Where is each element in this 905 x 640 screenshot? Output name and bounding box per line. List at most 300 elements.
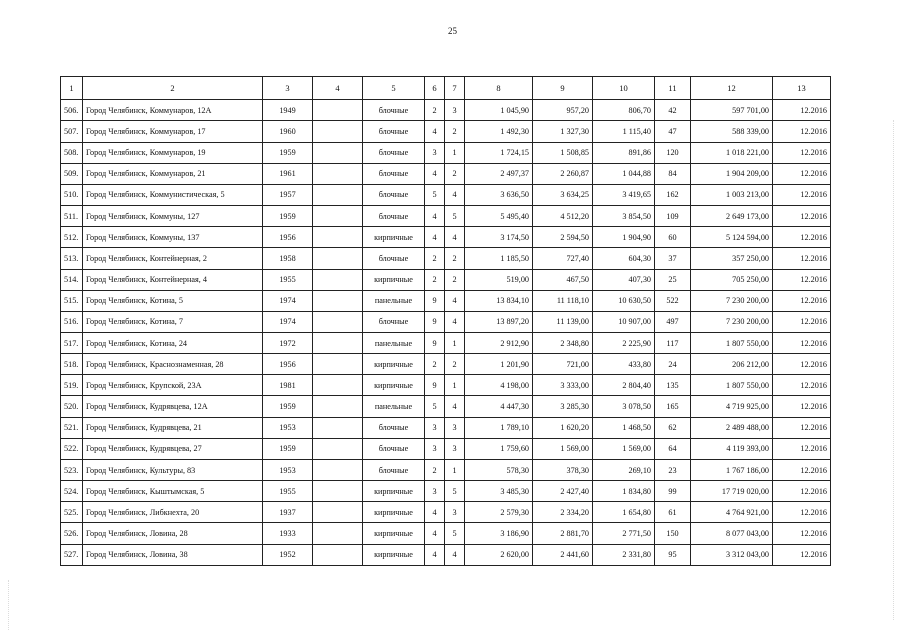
table-row bbox=[61, 290, 831, 311]
table-cell: 1 807 550,00 bbox=[691, 375, 773, 396]
table-cell: 12.2016 bbox=[773, 184, 831, 205]
table-cell: кирпичные bbox=[363, 502, 425, 523]
table-cell: 12.2016 bbox=[773, 290, 831, 311]
table-cell: 522. bbox=[61, 438, 83, 459]
column-header: 12 bbox=[691, 77, 773, 100]
table-cell: 1956 bbox=[263, 227, 313, 248]
column-header: 3 bbox=[263, 77, 313, 100]
table-cell: 10 630,50 bbox=[593, 290, 655, 311]
table-cell: 2 881,70 bbox=[533, 523, 593, 544]
table-cell bbox=[313, 100, 363, 121]
column-header: 4 bbox=[313, 77, 363, 100]
table-cell: 4 512,20 bbox=[533, 206, 593, 227]
column-header: 11 bbox=[655, 77, 691, 100]
table-cell: кирпичные bbox=[363, 523, 425, 544]
table-cell: Город Челябинск, Коммуны, 127 bbox=[83, 206, 263, 227]
table-cell: 524. bbox=[61, 481, 83, 502]
table-cell: 2 579,30 bbox=[465, 502, 533, 523]
table-header-row bbox=[61, 77, 831, 100]
page-number: 25 bbox=[448, 26, 457, 36]
table-cell: 2 348,80 bbox=[533, 333, 593, 354]
table-cell: 12.2016 bbox=[773, 354, 831, 375]
table-row bbox=[61, 523, 831, 544]
table-cell bbox=[313, 354, 363, 375]
table-cell: 12.2016 bbox=[773, 438, 831, 459]
table-row bbox=[61, 248, 831, 269]
table-cell bbox=[313, 523, 363, 544]
table-row bbox=[61, 142, 831, 163]
table-cell bbox=[313, 502, 363, 523]
table-cell: 13 897,20 bbox=[465, 311, 533, 332]
table-cell: 1 569,00 bbox=[593, 438, 655, 459]
table-cell: 4 719 925,00 bbox=[691, 396, 773, 417]
table-cell: 2 649 173,00 bbox=[691, 206, 773, 227]
table-cell: 3 bbox=[445, 502, 465, 523]
table-cell: 1959 bbox=[263, 142, 313, 163]
housing-table bbox=[60, 76, 831, 566]
table-cell: 507. bbox=[61, 121, 83, 142]
table-cell: блочные bbox=[363, 163, 425, 184]
table-cell: 4 bbox=[425, 502, 445, 523]
table-cell: 3 bbox=[425, 438, 445, 459]
table-cell: 12.2016 bbox=[773, 459, 831, 480]
table-cell: 2 bbox=[445, 354, 465, 375]
table-cell: 516. bbox=[61, 311, 83, 332]
table-cell: Город Челябинск, Коммуны, 137 bbox=[83, 227, 263, 248]
table-cell: 519. bbox=[61, 375, 83, 396]
table-cell: 5 bbox=[425, 184, 445, 205]
table-cell: 3 636,50 bbox=[465, 184, 533, 205]
table-cell: кирпичные bbox=[363, 544, 425, 565]
table-cell: 2 bbox=[425, 248, 445, 269]
table-cell: 2 594,50 bbox=[533, 227, 593, 248]
table-cell: блочные bbox=[363, 417, 425, 438]
table-row bbox=[61, 502, 831, 523]
table-cell: 1972 bbox=[263, 333, 313, 354]
table-cell: 12.2016 bbox=[773, 523, 831, 544]
table-cell: 515. bbox=[61, 290, 83, 311]
column-header: 7 bbox=[445, 77, 465, 100]
table-cell: блочные bbox=[363, 121, 425, 142]
table-cell: 1 508,85 bbox=[533, 142, 593, 163]
table-cell: кирпичные bbox=[363, 227, 425, 248]
table-cell: 9 bbox=[425, 333, 445, 354]
table-row bbox=[61, 459, 831, 480]
table-cell: 1 569,00 bbox=[533, 438, 593, 459]
table-cell: 12.2016 bbox=[773, 396, 831, 417]
table-cell: 2 bbox=[425, 269, 445, 290]
table-cell: Город Челябинск, Крупской, 23А bbox=[83, 375, 263, 396]
table-cell: 357 250,00 bbox=[691, 248, 773, 269]
table-cell: 3 bbox=[445, 438, 465, 459]
table-cell: 957,20 bbox=[533, 100, 593, 121]
table-cell: 2 bbox=[445, 163, 465, 184]
table-cell: 206 212,00 bbox=[691, 354, 773, 375]
table-cell: 513. bbox=[61, 248, 83, 269]
table-cell: 1 327,30 bbox=[533, 121, 593, 142]
table-cell: блочные bbox=[363, 438, 425, 459]
table-row bbox=[61, 375, 831, 396]
table-cell: 2 bbox=[445, 121, 465, 142]
table-cell: 2 bbox=[445, 248, 465, 269]
table-cell: 514. bbox=[61, 269, 83, 290]
table-cell: 517. bbox=[61, 333, 83, 354]
table-cell: 3 078,50 bbox=[593, 396, 655, 417]
table-cell: 5 bbox=[445, 523, 465, 544]
scan-artifact bbox=[8, 580, 10, 630]
column-header: 5 bbox=[363, 77, 425, 100]
table-cell: 1956 bbox=[263, 354, 313, 375]
table-row bbox=[61, 354, 831, 375]
table-cell: 519,00 bbox=[465, 269, 533, 290]
table-row bbox=[61, 417, 831, 438]
column-header: 8 bbox=[465, 77, 533, 100]
table-cell: 109 bbox=[655, 206, 691, 227]
table-cell: 42 bbox=[655, 100, 691, 121]
table-cell: 806,70 bbox=[593, 100, 655, 121]
table-cell: 1 bbox=[445, 459, 465, 480]
table-cell: 3 634,25 bbox=[533, 184, 593, 205]
table-cell bbox=[313, 459, 363, 480]
table-cell: 521. bbox=[61, 417, 83, 438]
table-cell: 509. bbox=[61, 163, 83, 184]
table-cell: 60 bbox=[655, 227, 691, 248]
table-cell: 526. bbox=[61, 523, 83, 544]
table-cell: 512. bbox=[61, 227, 83, 248]
table-cell: 84 bbox=[655, 163, 691, 184]
table-cell: 511. bbox=[61, 206, 83, 227]
table-cell: 2 bbox=[425, 100, 445, 121]
table-cell: 12.2016 bbox=[773, 481, 831, 502]
table-cell: Город Челябинск, Ловина, 38 bbox=[83, 544, 263, 565]
table-cell: 117 bbox=[655, 333, 691, 354]
table-cell: Город Челябинск, Коммунаров, 21 bbox=[83, 163, 263, 184]
table-row bbox=[61, 396, 831, 417]
table-cell: 2 620,00 bbox=[465, 544, 533, 565]
column-header: 1 bbox=[61, 77, 83, 100]
table-cell: 3 312 043,00 bbox=[691, 544, 773, 565]
table-cell: 1 bbox=[445, 375, 465, 396]
table-cell: 1 834,80 bbox=[593, 481, 655, 502]
table-cell: 1955 bbox=[263, 481, 313, 502]
table-cell: 1 115,40 bbox=[593, 121, 655, 142]
table-cell: 467,50 bbox=[533, 269, 593, 290]
table-cell: 1 492,30 bbox=[465, 121, 533, 142]
table-row bbox=[61, 438, 831, 459]
table-cell: 62 bbox=[655, 417, 691, 438]
table-cell: Город Челябинск, Котина, 7 bbox=[83, 311, 263, 332]
table-cell: 1 044,88 bbox=[593, 163, 655, 184]
table-cell: кирпичные bbox=[363, 375, 425, 396]
table-cell: 597 701,00 bbox=[691, 100, 773, 121]
table-cell: 578,30 bbox=[465, 459, 533, 480]
table-cell: панельные bbox=[363, 333, 425, 354]
table-cell: 12.2016 bbox=[773, 206, 831, 227]
table-cell: 1957 bbox=[263, 184, 313, 205]
table-cell bbox=[313, 333, 363, 354]
table-cell: Город Челябинск, Кыштымская, 5 bbox=[83, 481, 263, 502]
scan-artifact bbox=[893, 120, 895, 620]
table-cell: Город Челябинск, Коммунаров, 12А bbox=[83, 100, 263, 121]
table-cell: 4 bbox=[445, 396, 465, 417]
table-cell: 12.2016 bbox=[773, 100, 831, 121]
table-cell: 37 bbox=[655, 248, 691, 269]
table-cell: блочные bbox=[363, 206, 425, 227]
table-cell: кирпичные bbox=[363, 354, 425, 375]
table-cell: 1953 bbox=[263, 459, 313, 480]
table-cell: 1 bbox=[445, 142, 465, 163]
table-cell: 3 bbox=[445, 100, 465, 121]
table-cell: 1953 bbox=[263, 417, 313, 438]
table-cell: 4 bbox=[445, 544, 465, 565]
table-cell: 13 834,10 bbox=[465, 290, 533, 311]
table-cell: 3 186,90 bbox=[465, 523, 533, 544]
table-cell bbox=[313, 311, 363, 332]
table-cell: 9 bbox=[425, 290, 445, 311]
table-cell: 604,30 bbox=[593, 248, 655, 269]
table-cell: 4 bbox=[425, 544, 445, 565]
table-cell: блочные bbox=[363, 311, 425, 332]
table-cell: Город Челябинск, Кудрявцева, 21 bbox=[83, 417, 263, 438]
table-cell: 4 198,00 bbox=[465, 375, 533, 396]
table-cell: 525. bbox=[61, 502, 83, 523]
table-cell: 3 174,50 bbox=[465, 227, 533, 248]
table-cell: 4 bbox=[425, 163, 445, 184]
table-cell bbox=[313, 206, 363, 227]
table-cell: 1 789,10 bbox=[465, 417, 533, 438]
table-cell: 727,40 bbox=[533, 248, 593, 269]
table-cell: 522 bbox=[655, 290, 691, 311]
table-cell: 5 bbox=[445, 481, 465, 502]
table-cell: 47 bbox=[655, 121, 691, 142]
table-cell: 520. bbox=[61, 396, 83, 417]
table-cell: 407,30 bbox=[593, 269, 655, 290]
table-cell: Город Челябинск, Контейнерная, 4 bbox=[83, 269, 263, 290]
table-cell: 1 654,80 bbox=[593, 502, 655, 523]
table-cell: 4 447,30 bbox=[465, 396, 533, 417]
table-cell: 1959 bbox=[263, 396, 313, 417]
table-cell: 2 771,50 bbox=[593, 523, 655, 544]
table-cell: панельные bbox=[363, 396, 425, 417]
table-cell bbox=[313, 544, 363, 565]
table-cell: панельные bbox=[363, 290, 425, 311]
table-cell: 527. bbox=[61, 544, 83, 565]
table-cell: 4 bbox=[425, 227, 445, 248]
table-cell: 12.2016 bbox=[773, 417, 831, 438]
table-cell: 12.2016 bbox=[773, 311, 831, 332]
column-header: 6 bbox=[425, 77, 445, 100]
table-cell: Город Челябинск, Ловина, 28 bbox=[83, 523, 263, 544]
table-cell: 2 912,90 bbox=[465, 333, 533, 354]
table-cell: 12.2016 bbox=[773, 502, 831, 523]
table-cell: 4 119 393,00 bbox=[691, 438, 773, 459]
table-cell: 2 331,80 bbox=[593, 544, 655, 565]
table-cell: Город Челябинск, Кудрявцева, 12А bbox=[83, 396, 263, 417]
table-cell: 433,80 bbox=[593, 354, 655, 375]
table-cell: 120 bbox=[655, 142, 691, 163]
table-cell: 588 339,00 bbox=[691, 121, 773, 142]
table-cell: 3 419,65 bbox=[593, 184, 655, 205]
table-cell: 2 260,87 bbox=[533, 163, 593, 184]
table-cell: 510. bbox=[61, 184, 83, 205]
table-cell: 3 854,50 bbox=[593, 206, 655, 227]
table-row bbox=[61, 121, 831, 142]
table-cell: 1 018 221,00 bbox=[691, 142, 773, 163]
table-cell: 12.2016 bbox=[773, 333, 831, 354]
table-cell: 1 003 213,00 bbox=[691, 184, 773, 205]
table-cell: 150 bbox=[655, 523, 691, 544]
table-cell: 2 bbox=[445, 269, 465, 290]
table-cell: 11 139,00 bbox=[533, 311, 593, 332]
table-cell: 1 620,20 bbox=[533, 417, 593, 438]
table-cell: 23 bbox=[655, 459, 691, 480]
table-cell: Город Челябинск, Кудрявцева, 27 bbox=[83, 438, 263, 459]
table-cell: 1 904 209,00 bbox=[691, 163, 773, 184]
table-cell: 1 767 186,00 bbox=[691, 459, 773, 480]
table-cell: 523. bbox=[61, 459, 83, 480]
table-cell bbox=[313, 396, 363, 417]
table-cell: 4 bbox=[445, 227, 465, 248]
table-cell: 2 bbox=[425, 354, 445, 375]
table-cell bbox=[313, 375, 363, 396]
table-cell: 2 489 488,00 bbox=[691, 417, 773, 438]
table-cell: 1 724,15 bbox=[465, 142, 533, 163]
table-cell: 12.2016 bbox=[773, 121, 831, 142]
table-cell: Город Челябинск, Котина, 5 bbox=[83, 290, 263, 311]
table-cell: 135 bbox=[655, 375, 691, 396]
table-row bbox=[61, 311, 831, 332]
table-cell: 9 bbox=[425, 311, 445, 332]
table-cell: кирпичные bbox=[363, 269, 425, 290]
table-cell: 17 719 020,00 bbox=[691, 481, 773, 502]
table-cell: блочные bbox=[363, 184, 425, 205]
table-cell: 12.2016 bbox=[773, 163, 831, 184]
table-cell bbox=[313, 417, 363, 438]
table-cell: 5 bbox=[445, 206, 465, 227]
table-cell: 25 bbox=[655, 269, 691, 290]
table-cell bbox=[313, 227, 363, 248]
table-cell: 4 bbox=[445, 290, 465, 311]
table-cell: 2 497,37 bbox=[465, 163, 533, 184]
table-cell: 1 807 550,00 bbox=[691, 333, 773, 354]
table-cell: 1937 bbox=[263, 502, 313, 523]
table-cell bbox=[313, 481, 363, 502]
table-cell: 3 bbox=[445, 417, 465, 438]
table-cell: 10 907,00 bbox=[593, 311, 655, 332]
table-row bbox=[61, 100, 831, 121]
table-row bbox=[61, 269, 831, 290]
table-cell: 2 bbox=[425, 459, 445, 480]
table-row bbox=[61, 206, 831, 227]
table-cell: 1974 bbox=[263, 311, 313, 332]
column-header: 2 bbox=[83, 77, 263, 100]
table-cell: 2 441,60 bbox=[533, 544, 593, 565]
table-cell bbox=[313, 121, 363, 142]
table-cell: 7 230 200,00 bbox=[691, 290, 773, 311]
table-cell: 3 485,30 bbox=[465, 481, 533, 502]
table-cell: 8 077 043,00 bbox=[691, 523, 773, 544]
table-cell: Город Челябинск, Краснознаменная, 28 bbox=[83, 354, 263, 375]
table-cell: 1960 bbox=[263, 121, 313, 142]
table-cell: 2 427,40 bbox=[533, 481, 593, 502]
table-cell bbox=[313, 142, 363, 163]
table-cell: блочные bbox=[363, 100, 425, 121]
table-cell: кирпичные bbox=[363, 481, 425, 502]
table-cell: 1 045,90 bbox=[465, 100, 533, 121]
table-cell: 4 bbox=[445, 184, 465, 205]
table-cell: 12.2016 bbox=[773, 375, 831, 396]
table-cell bbox=[313, 438, 363, 459]
table-cell: 9 bbox=[425, 375, 445, 396]
table-cell: блочные bbox=[363, 459, 425, 480]
table-cell: блочные bbox=[363, 142, 425, 163]
table-cell: 4 bbox=[425, 121, 445, 142]
table-cell: 5 bbox=[425, 396, 445, 417]
table-cell: 1 904,90 bbox=[593, 227, 655, 248]
table-cell bbox=[313, 184, 363, 205]
table-cell: 162 bbox=[655, 184, 691, 205]
table-cell: 5 124 594,00 bbox=[691, 227, 773, 248]
table-cell: 2 804,40 bbox=[593, 375, 655, 396]
table-row bbox=[61, 544, 831, 565]
table-row bbox=[61, 481, 831, 502]
table-cell: 1961 bbox=[263, 163, 313, 184]
table-cell: 1981 bbox=[263, 375, 313, 396]
column-header: 9 bbox=[533, 77, 593, 100]
table-cell: 12.2016 bbox=[773, 142, 831, 163]
table-cell: 1 bbox=[445, 333, 465, 354]
table-row bbox=[61, 184, 831, 205]
table-cell: 1 468,50 bbox=[593, 417, 655, 438]
table-cell: 95 bbox=[655, 544, 691, 565]
table-cell: 378,30 bbox=[533, 459, 593, 480]
table-cell: Город Челябинск, Коммунистическая, 5 bbox=[83, 184, 263, 205]
table-cell bbox=[313, 290, 363, 311]
table-cell: Город Челябинск, Коммунаров, 17 bbox=[83, 121, 263, 142]
table-cell: 497 bbox=[655, 311, 691, 332]
table-cell: 12.2016 bbox=[773, 269, 831, 290]
table-cell: 2 225,90 bbox=[593, 333, 655, 354]
table-cell: 24 bbox=[655, 354, 691, 375]
table-cell: 3 bbox=[425, 417, 445, 438]
table-cell bbox=[313, 269, 363, 290]
table-cell: Город Челябинск, Либкнехта, 20 bbox=[83, 502, 263, 523]
table-cell: 12.2016 bbox=[773, 248, 831, 269]
table-cell: 269,10 bbox=[593, 459, 655, 480]
table-cell: 891,86 bbox=[593, 142, 655, 163]
table-cell: Город Челябинск, Коммунаров, 19 bbox=[83, 142, 263, 163]
table-cell: 99 bbox=[655, 481, 691, 502]
table-cell: 3 bbox=[425, 481, 445, 502]
table-cell: Город Челябинск, Культуры, 83 bbox=[83, 459, 263, 480]
table-cell: 508. bbox=[61, 142, 83, 163]
table-cell: 4 bbox=[425, 523, 445, 544]
table-cell: 1958 bbox=[263, 248, 313, 269]
table-cell: 518. bbox=[61, 354, 83, 375]
table-cell: 11 118,10 bbox=[533, 290, 593, 311]
table-cell bbox=[313, 163, 363, 184]
table-cell: 4 bbox=[425, 206, 445, 227]
table-cell: Город Челябинск, Котина, 24 bbox=[83, 333, 263, 354]
table-cell bbox=[313, 248, 363, 269]
column-header: 10 bbox=[593, 77, 655, 100]
table-cell: 5 495,40 bbox=[465, 206, 533, 227]
table-row bbox=[61, 163, 831, 184]
table-cell: 1952 bbox=[263, 544, 313, 565]
table-row bbox=[61, 227, 831, 248]
table-cell: 3 285,30 bbox=[533, 396, 593, 417]
table-cell: 3 333,00 bbox=[533, 375, 593, 396]
